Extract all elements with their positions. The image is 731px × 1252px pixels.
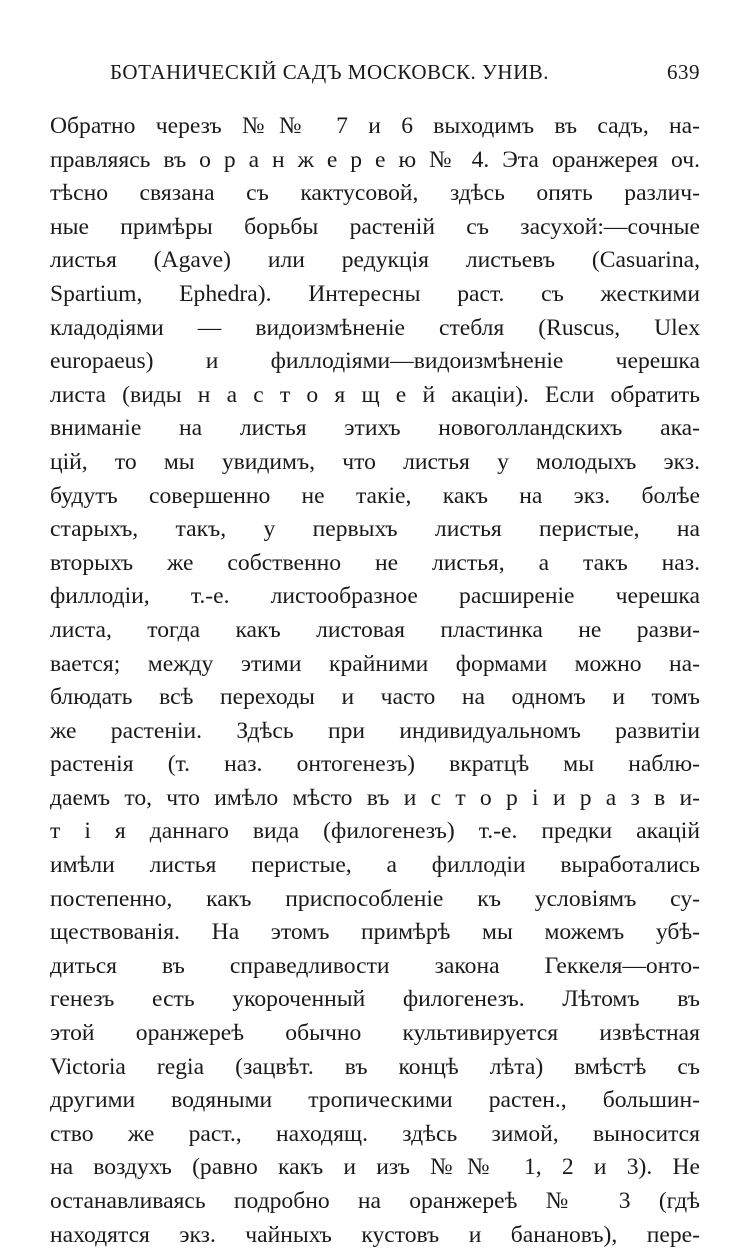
text-line: т і я даннаго вида (филогенезъ) т.-е. предки акацій — [50, 818, 700, 845]
text-line: Spartium, Ephedra). Интересны раст. съ жесткими — [50, 280, 700, 307]
text-line: Обратно черезъ №№ 7 и 6 выходимъ въ садъ, на- — [50, 113, 700, 139]
text-line: на воздухъ (равно какъ и изъ №№ 1, 2 и 3). Не — [50, 1154, 700, 1181]
text-line: диться въ справедливости закона Геккеля—онто- — [50, 952, 700, 979]
text-line: будутъ совершенно не такіе, какъ на экз. болѣе — [50, 482, 700, 509]
text-line: ные примѣры борьбы растеній съ засухой:—сочные — [50, 213, 700, 240]
text-line: вторыхъ же собственно не листья, а такъ наз. — [50, 549, 700, 576]
text-line: постепенно, какъ приспособленіе къ условіямъ су- — [50, 885, 700, 912]
text-line: блюдать всѣ переходы и часто на одномъ и томъ — [50, 684, 700, 711]
text-line: кладодіями — видоизмѣненіе стебля (Ruscus, Ulex — [50, 314, 700, 341]
text-line: филлодіи, т.-е. листообразное расширеніе черешка — [50, 583, 700, 610]
running-title: БОТАНИЧЕСКІЙ САДЪ МОСКОВСК. УНИВ. — [110, 60, 550, 84]
text-line: europaeus) и филлодіями—видоизмѣненіе черешка — [50, 348, 700, 375]
text-line: вниманіе на листья этихъ новоголландскихъ ака- — [50, 415, 700, 442]
text-line: правляясь въ о р а н ж е р е ю № 4. Эта оранжерея оч. — [50, 146, 700, 173]
text-line: ществованія. На этомъ примѣрѣ мы можемъ убѣ- — [50, 919, 700, 946]
text-line: Victoria regia (зацвѣт. въ концѣ лѣта) вмѣстѣ съ — [50, 1053, 700, 1080]
text-line: имѣли листья перистые, а филлодіи выработались — [50, 852, 700, 879]
text-line: цій, то мы увидимъ, что листья у молодыхъ экз. — [50, 448, 700, 475]
text-line: же растеніи. Здѣсь при индивидуальномъ развитіи — [50, 717, 700, 744]
text-line: ство же раст., находящ. здѣсь зимой, выносится — [50, 1120, 700, 1147]
text-line: старыхъ, такъ, у первыхъ листья перистые, на — [50, 516, 700, 543]
text-line: листа, тогда какъ листовая пластинка не разви- — [50, 616, 700, 643]
body-paragraph — [50, 110, 700, 1252]
text-line: генезъ есть укороченный филогенезъ. Лѣтомъ въ — [50, 986, 700, 1013]
text-line: вается; между этими крайними формами можно на- — [50, 650, 700, 677]
text-line: останавливаясь подробно на оранжереѣ № 3 (гдѣ — [50, 1188, 700, 1214]
text-line: этой оранжереѣ обычно культивируется извѣстная — [50, 1020, 700, 1047]
text-line: даемъ то, что имѣло мѣсто въ и с т о р і и р а з в и- — [50, 784, 700, 811]
text-line: другими водяными тропическими растен., большин- — [50, 1087, 700, 1114]
text-line: растенія (т. наз. онтогенезъ) вкратцѣ мы наблю- — [50, 751, 700, 778]
text-line: тѣсно связана съ кактусовой, здѣсь опять различ- — [50, 180, 700, 207]
page-number: 639 — [667, 60, 700, 84]
text-line: листа (виды н а с т о я щ е й акаціи). Если обратить — [50, 381, 700, 408]
text-line: листья (Agave) или редукція листьевъ (Casuarina, — [50, 247, 700, 274]
running-header — [110, 60, 700, 90]
text-line: находятся экз. чайныхъ кустовъ и банановъ), пере- — [50, 1221, 700, 1248]
